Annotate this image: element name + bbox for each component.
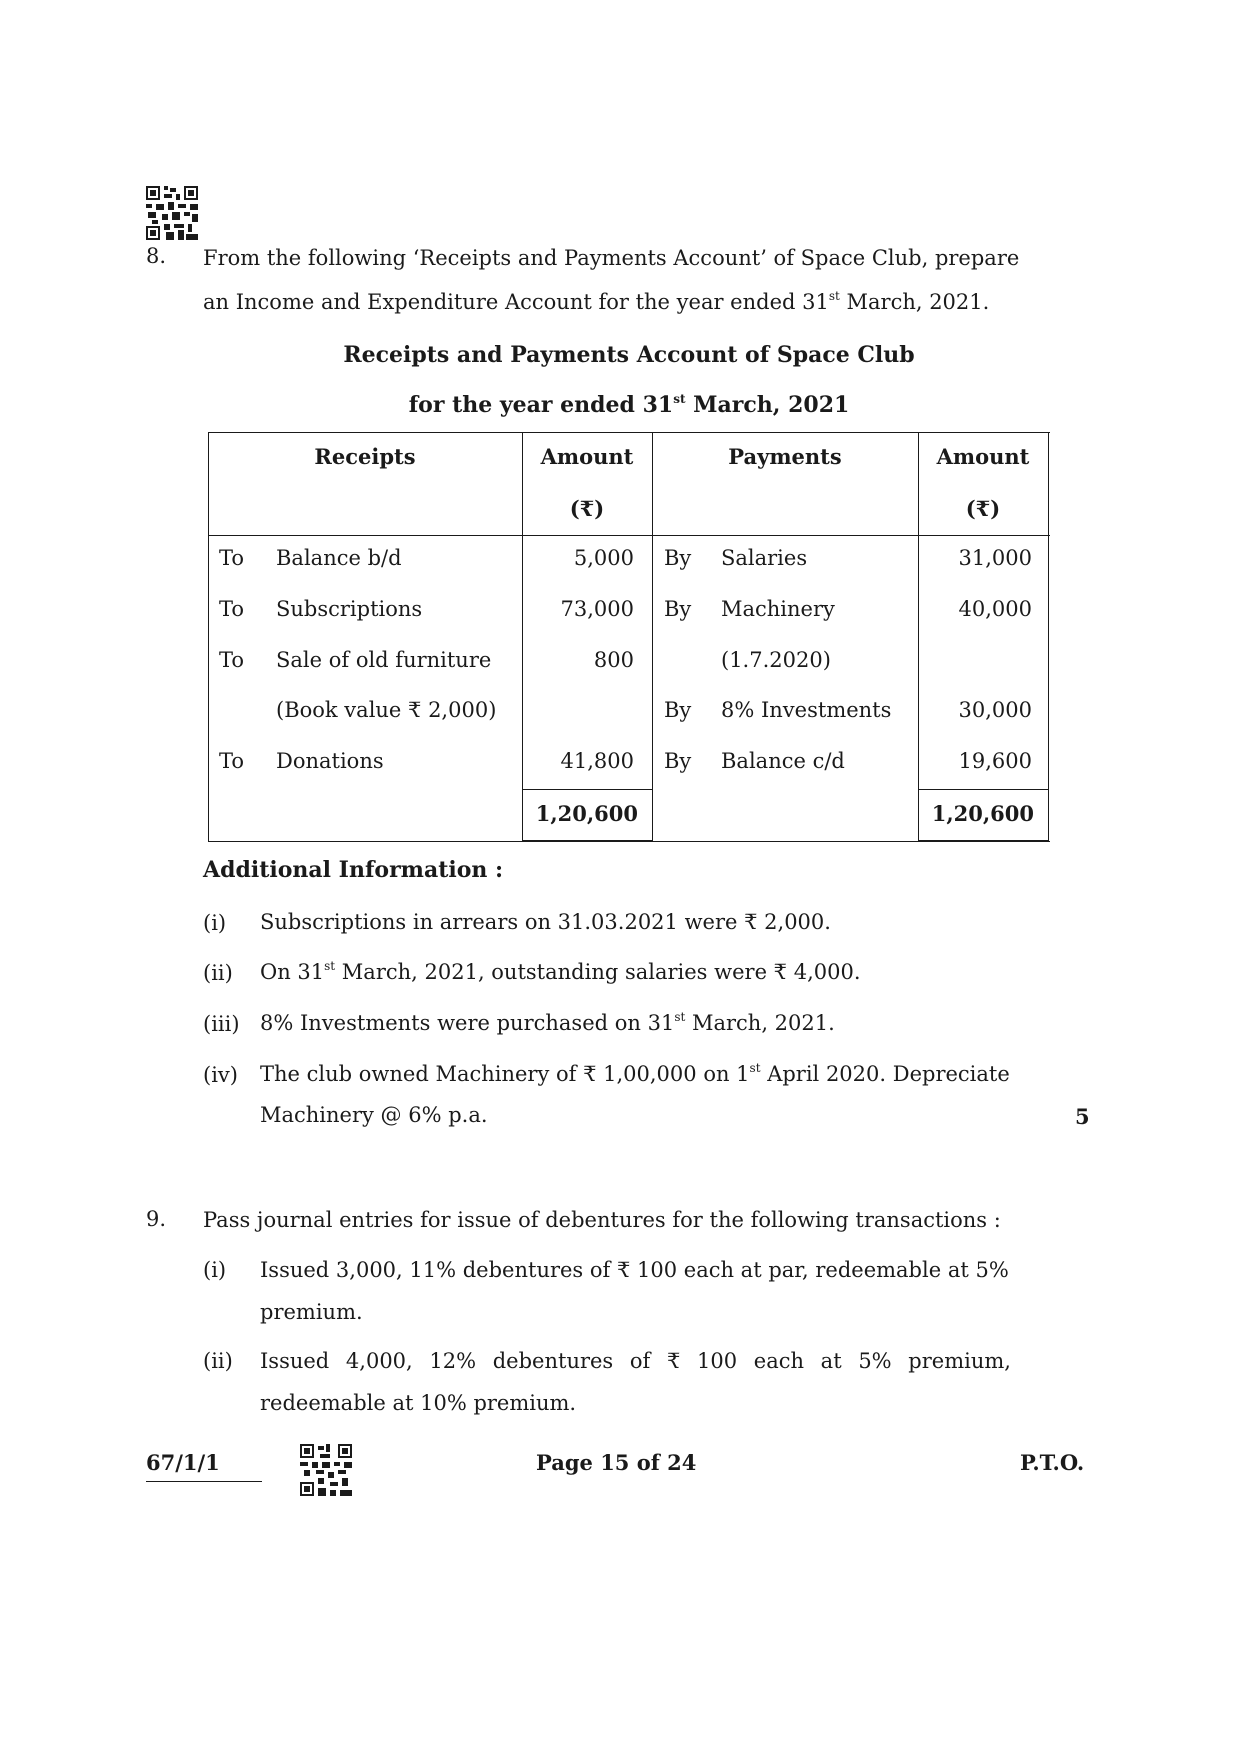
payment-prefix: By <box>664 749 692 773</box>
receipt-particular: (Book value ₹ 2,000) <box>276 698 497 722</box>
header-currency: (₹) <box>569 496 605 521</box>
receipt-amount: 800 <box>593 648 634 672</box>
payment-amount: 19,600 <box>958 749 1032 773</box>
payment-prefix: By <box>664 546 692 570</box>
header-currency: (₹) <box>965 496 1001 521</box>
receipt-prefix: To <box>219 648 245 672</box>
payment-prefix: By <box>664 698 692 722</box>
payment-particular: Machinery <box>721 597 835 621</box>
qr-code-icon <box>146 186 198 240</box>
receipt-amount: 5,000 <box>573 546 634 570</box>
receipt-prefix: To <box>219 749 245 773</box>
header-receipts: Receipts <box>314 444 416 469</box>
question-number: 9. <box>146 1207 167 1231</box>
payment-amount: 40,000 <box>958 597 1032 621</box>
receipt-particular: Balance b/d <box>276 546 402 570</box>
receipt-amount: 73,000 <box>560 597 634 621</box>
paper-code-underline <box>146 1481 262 1482</box>
column-divider <box>522 432 523 842</box>
table-title: Receipts and Payments Account of Space Club <box>343 342 915 368</box>
table-border-left <box>208 432 209 842</box>
receipts-payments-table <box>208 432 1050 842</box>
info-item-label: (iv) <box>203 1063 238 1087</box>
payment-particular: Salaries <box>721 546 808 570</box>
header-amount: Amount <box>540 444 634 469</box>
q9-item-label: (i) <box>203 1258 227 1282</box>
table-border-right <box>1048 432 1049 842</box>
info-item-label: (ii) <box>203 961 233 985</box>
receipt-amount: 41,800 <box>560 749 634 773</box>
receipt-particular: Sale of old furniture <box>276 648 492 672</box>
payments-total: 1,20,600 <box>931 801 1034 826</box>
additional-info-heading: Additional Information : <box>203 857 504 883</box>
payment-amount: 30,000 <box>958 698 1032 722</box>
payment-amount: 31,000 <box>958 546 1032 570</box>
info-item-label: (iii) <box>203 1012 240 1036</box>
column-divider <box>652 432 653 842</box>
info-item-text: 8% Investments were purchased on 31st March, 2021. <box>260 1010 835 1035</box>
receipt-particular: Subscriptions <box>276 597 423 621</box>
paper-code: 67/1/1 <box>146 1450 220 1475</box>
question-text: Pass journal entries for issue of debentures for the following transactions : <box>203 1208 1001 1232</box>
page-number: Page 15 of 24 <box>536 1450 697 1475</box>
payment-particular: (1.7.2020) <box>721 648 831 672</box>
question-number: 8. <box>146 244 167 268</box>
column-divider <box>918 432 919 842</box>
marks: 5 <box>1075 1104 1090 1129</box>
receipts-total: 1,20,600 <box>535 801 638 826</box>
receipt-prefix: To <box>219 546 245 570</box>
header-amount: Amount <box>936 444 1030 469</box>
info-item-text: Subscriptions in arrears on 31.03.2021 were ₹ 2,000. <box>260 910 831 934</box>
payment-prefix: By <box>664 597 692 621</box>
payment-particular: Balance c/d <box>721 749 845 773</box>
q9-item-label: (ii) <box>203 1349 233 1373</box>
info-item-text: The club owned Machinery of ₹ 1,00,000 on 1st April 2020. Depreciate Machinery @ 6% p.a. <box>260 1061 1010 1127</box>
header-payments: Payments <box>728 444 842 469</box>
q9-item-text: Issued 3,000, 11% debentures of ₹ 100 each at par, redeemable at 5% premium. <box>260 1258 1009 1324</box>
payment-particular: 8% Investments <box>721 698 892 722</box>
qr-code-icon <box>300 1444 352 1496</box>
info-item-label: (i) <box>203 911 227 935</box>
q9-item-text: Issued 4,000, 12% debentures of ₹ 100 each at 5% premium, redeemable at 10% premium. <box>260 1349 1011 1415</box>
table-subtitle: for the year ended 31st March, 2021 <box>408 392 850 418</box>
question-text: From the following ‘Receipts and Payments Account’ of Space Club, prepare an Income and Expenditure Account for the year ended 31st March, 2021. <box>203 246 1020 314</box>
table-border-top <box>208 432 1050 433</box>
receipt-prefix: To <box>219 597 245 621</box>
pto-label: P.T.O. <box>1020 1450 1085 1475</box>
info-item-text: On 31st March, 2021, outstanding salaries were ₹ 4,000. <box>260 959 861 984</box>
table-border-bottom <box>208 841 1050 842</box>
receipt-particular: Donations <box>276 749 384 773</box>
header-divider <box>208 535 1050 536</box>
